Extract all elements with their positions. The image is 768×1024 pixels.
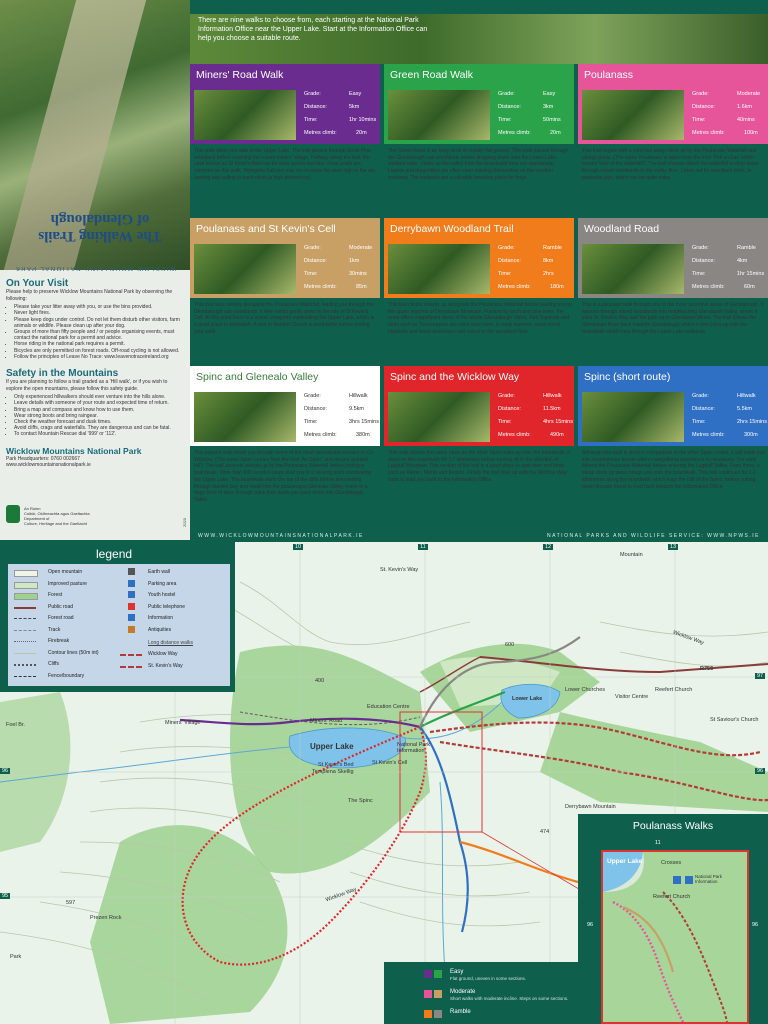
harp-logo-icon [6,505,20,523]
inset-grid-label: 96 [587,922,594,928]
st-kevins-bed-label: St Kevin's Bed [318,762,354,768]
stat-label: Time: [498,419,512,425]
legend-item: Youth hostel [148,592,176,598]
walk-description: The Green Road is an easy stroll on mostly flat ground. This walk passes through the Glendalough oak woodlands before dropping down onto the Lower Lake wetland edge. Views up the valley from the boardwalk here are spectacular. Lizards and dragonflies are often seen sunning themselves on the wooden trackway. The wetlands are a valuable breeding place for frogs. [388,148,568,181]
stat-value: Moderate [349,245,373,251]
inset-crosses-label: Crosses [661,860,682,866]
stat-label: Metres climb: [498,130,531,136]
legend-icon [128,603,135,610]
grid-label: 97 [757,673,764,679]
derrybawn-label: Derrybawn Mountain [565,804,616,810]
stat-value: Ramble [737,245,756,251]
stat-label: Time: [304,271,318,277]
walk-stat-distance [304,255,384,268]
cover-title-line1: The Walking Trails [38,228,162,244]
walk-description: This is a pleasant walk through one of the more secretive areas of Glendalough. It weaves through mixed woodlands into neighbouring Glendasan Valley, where it joins St. Kevin's Way and the path up to Glendasan Mines. The trail follows the Glendasan River back towards Glendalough where it then joins up with the boardwalk which runs through the Lower Lake wetlands. [582,302,764,335]
stat-label: Metres climb: [498,432,531,438]
safety-rule: • Only experienced hillwalkers should ever venture into the hills alone. [14,394,184,400]
contour-400-label: 400 [315,678,325,684]
safety-rule: • Avoid cliffs, crags and waterfalls. They are dangerous and can be fatal. [14,425,184,431]
stat-label: Distance: [304,104,327,110]
walk-title: Poulanass and St Kevin's Cell [190,218,380,240]
visit-rule: • Groups of more than fifty people and / or people organising events, must contact the national park for a permit and advice. [14,329,184,341]
park-label: Park [10,954,22,960]
stat-label: Grade: [304,91,321,97]
walk-stat-grade [304,242,384,255]
stat-label: Metres climb: [692,284,725,290]
walk-stat-time [304,114,384,127]
wicklow-way-label: Wicklow Way [324,886,358,904]
walk-stat-grade [692,390,768,403]
visitor-centre-label: Visitor Centre [615,694,649,700]
stat-label: Distance: [498,104,521,110]
stat-label: Distance: [304,406,327,412]
stat-label: Distance: [692,258,715,264]
walk-description: Although this walk is short in comparison to the other Spinc routes, it still leads you into mountainous terrain where navigational experience is necessary. The walk follows the Poulanass Waterfall before entering the Lugduff Valley. From there, a steep climb up steps brings you onto the boardwalk. This trail continues for 1.2 kilometres along the boardwalk which hugs the cliff of the Spinc, before cutting down through forest to lead back towards the Information Office. [582,450,765,490]
stat-value: Easy [543,91,556,97]
stat-label: Metres climb: [498,284,531,290]
walk-stat-time [498,114,578,127]
stat-label: Metres climb: [692,130,725,136]
legend-icon [128,580,135,587]
inset-grid-label: 11 [655,840,661,846]
walk-stat-distance [304,101,384,114]
walk-stat-climb [304,281,384,294]
stat-value: Hillwalk [737,393,756,399]
walk-stat-distance [498,403,578,416]
poulanass-inset-map [601,850,749,1024]
walk-stat-distance [692,101,768,114]
walk-stat-climb [498,281,578,294]
legend-item: Parking area [148,580,177,587]
walk-stat-grade [498,88,578,101]
walk-photo [388,90,490,140]
walk-stats [304,242,384,294]
stat-value: 3hrs 15mins [349,419,379,425]
stat-value: 9.5km [349,406,364,412]
grade-swatch [424,1010,432,1018]
stat-value: 1hr 10mins [349,117,377,123]
stat-value: 40mins [737,117,755,123]
stat-value: 180m [550,284,564,290]
spinc-label: The Spinc [348,798,373,804]
templenaskellig-label: Templena Skellig [312,769,354,775]
wicklow-way-label: Wicklow Way [671,629,705,647]
stat-label: Grade: [304,393,321,399]
stat-label: Grade: [692,245,709,251]
stat-value: 4km [737,258,748,264]
map-legend [0,542,235,692]
legend-item: Fence/boundary [48,672,85,679]
stat-value: 60m [744,284,755,290]
inset-grid-label: 96 [752,922,759,928]
stat-label: Distance: [692,406,715,412]
stat-label: Time: [304,419,318,425]
walk-stat-grade [304,88,384,101]
walk-title: Spinc and the Wicklow Way [384,366,574,388]
walk-description: This trail rises steeply alongside the Poulanass Waterfall, leading you through the Glendalough oak woodlands. It then winds gently down to the site of St Kevin's Cell. At this point there is a scenic viewpoint overlooking the Upper Lake, which is a good place to birdwatch. A visit to Reefert Church is worthwhile before ending your walk. [194,302,375,335]
walk-info-box [384,86,574,144]
st-kevins-cell-label: St Kevin's Cell [372,760,408,766]
walk-stat-time [498,268,578,281]
visit-rule: • Bicycles are only permitted on forest roads. Off-road cycling is not allowed. [14,348,184,354]
npws-website-link[interactable]: NATIONAL PARKS AND WILDLIFE SERVICE: WWW.NPWS.IE [547,533,760,539]
stat-label: Grade: [692,393,709,399]
legend-swatch [14,664,36,666]
walk-stats [304,88,384,140]
miners-village-label: Miners' Village [165,720,201,726]
grade-swatch [434,970,442,978]
road-r756-label: R756 [700,666,714,672]
walk-title: Woodland Road [578,218,768,240]
walk-title: Miners' Road Walk [190,64,380,86]
visitor-info [6,278,184,469]
walk-stat-time [692,114,768,127]
lower-churches-label: Lower Churches [565,687,606,693]
mountain-label: Mountain [620,552,643,558]
legend-icon [128,626,135,633]
safety-rule: • Bring a map and compass and know how to use them. [14,407,184,413]
walk-photo [582,392,684,442]
stat-label: Time: [304,117,318,123]
legend-body [8,564,230,686]
stat-label: Distance: [498,258,521,264]
stat-label: Metres climb: [304,432,337,438]
legend-icon [128,591,135,598]
walk-info-box [578,86,768,144]
contour-600-label: 600 [505,642,515,648]
legend-swatch [14,676,36,677]
walk-photo [194,392,296,442]
legend-swatch [14,641,36,642]
walk-photo [194,90,296,140]
stat-value: Hillwalk [349,393,368,399]
safety-intro: If you are planning to follow a trail graded as a 'Hill walk', or if you wish to explore the open mountains, please follow this safety guide. [6,379,168,392]
walk-stat-climb [498,429,578,442]
safety-rule: • To contact Mountain Rescue dial '999' or '112'. [14,431,184,437]
grade-name: Ramble [450,1009,471,1015]
walk-stat-grade [304,390,384,403]
walk-photo [582,244,684,294]
stat-value: 30mins [349,271,367,277]
stat-value: 1.6km [737,104,752,110]
legend-item: Improved pasture [48,580,87,587]
legend-long-heading: Long distance walks [148,640,194,646]
walk-stat-distance [498,255,578,268]
walk-stat-time [304,416,384,429]
stat-value: 20m [356,130,367,136]
visit-rule: • Never light fires. [14,310,184,316]
grid-label: 96 [2,768,9,774]
print-year: 2020 [181,518,187,527]
walk-stat-distance [692,255,768,268]
walk-title: Spinc and Glenealo Valley [190,366,380,388]
legend-item: Firebreak [48,638,70,644]
walk-photo [388,244,490,294]
stat-value: 11.5km [543,406,561,412]
legend-swatch [14,653,36,654]
stat-label: Distance: [304,258,327,264]
grade-swatch [434,990,442,998]
walk-stat-time [304,268,384,281]
stat-value: 5km [349,104,360,110]
legend-item: Public telephone [148,603,185,610]
walk-info-box [384,388,574,446]
stat-label: Grade: [304,245,321,251]
contact-phone: Park Headquarters: 0760 002667 [6,455,80,462]
legend-item: Contour lines (50m int) [48,649,99,656]
stat-value: 5.5km [737,406,752,412]
walk-stats [692,88,768,140]
walk-stats [692,390,768,442]
stat-label: Grade: [692,91,709,97]
left-panel [0,0,190,540]
upper-lake-label: Upper Lake [310,742,354,751]
stat-value: 100m [744,130,758,136]
walk-info-box [384,240,574,298]
grade-swatch [424,970,432,978]
legend-swatch [120,666,142,668]
walk-title: Green Road Walk [384,64,574,86]
cover-title-line2: of Glendalough [50,211,150,227]
legend-icon [128,568,135,575]
grade-name: Easy [450,969,464,975]
education-centre-label: Education Centre [367,704,410,710]
reefert-label: Reefert Church [655,687,693,693]
walk-stat-climb [304,127,384,140]
walk-stat-time [498,416,578,429]
miners-road-label: Miners' Road [310,718,343,724]
walk-stats [304,390,384,442]
stat-value: Easy [349,91,362,97]
stat-value: 50mins [543,117,561,123]
grid-label: 96 [757,768,764,774]
walk-info-box [190,86,380,144]
legend-item: Cliffs [48,661,60,667]
visit-intro: Please help to preserve Wicklow Mountains National Park by observing the following: [6,289,173,302]
visit-rule: • Horse riding in the national park requires a permit. [14,341,184,347]
walk-stat-grade [498,242,578,255]
grade-description: Short walks with moderate incline. Steps on some sections. [450,996,569,1001]
stat-value: 85m [356,284,367,290]
park-caption: WICKLOW MOUNTAINS NATIONAL PARK [14,265,176,271]
walk-stat-distance [692,403,768,416]
walk-title: Poulanass [578,64,768,86]
stat-label: Grade: [498,91,515,97]
walk-title: Spinc (short route) [578,366,768,388]
stat-label: Time: [498,117,512,123]
walk-description: This trail begins with a short but steep climb up by the Poulanass Waterfall and plunge pools. (The name Poulanass is taken from the Irish 'Poll an Eas' which means 'hole of the waterfall'). The trail crosses above the waterfall to drop down through mixed woodlands to the valley floor. Listen out for woodland birds, in particular jays, which can be quite noisy. [582,148,759,181]
grade-key [384,962,578,1024]
safety-rule: • Wear strong boots and bring raingear. [14,413,184,419]
legend-item: Public road [48,603,74,610]
legend-item: Forest [48,592,63,598]
legend-item: Wicklow Way [148,651,178,657]
grade-swatch [424,990,432,998]
safety-rule: • Check the weather forecast and dusk times. [14,419,184,425]
legend-heading: legend [96,547,133,561]
legend-swatch [14,582,38,589]
legend-swatch [14,570,38,577]
safety-heading: Safety in the Mountains [6,368,119,380]
grade-swatch [434,1010,442,1018]
grade-description: Flat ground, uneven in some sections. [450,976,527,981]
walk-info-box [190,388,380,446]
cover-title [20,210,180,244]
legend-swatch [14,593,38,600]
walk-stat-distance [498,101,578,114]
stat-label: Metres climb: [304,284,337,290]
walk-stat-climb [692,281,768,294]
walk-stat-time [692,416,768,429]
stat-value: 1km [349,258,360,264]
legend-swatch [14,630,36,631]
legend-item: Forest road [48,615,74,621]
stat-value: 380m [356,432,370,438]
walk-stat-climb [692,127,768,140]
legend-item: St. Kevin's Way [148,662,183,669]
walk-description: This walk follows the same route as the other Spinc trails up onto the boardwalk. It stays on this boardwalk for 1.7 kilometres before turning off in the direction of Lugduff Mountain. This section of the trail is a good place to spot deer and birds such as Raven, Merlin and Kestrel. Finally the trail links up with the Wicklow Way track to lead you back to the Information Office. [388,450,571,483]
walk-stat-time [692,268,768,281]
information-office-label: National Park Information [397,742,431,754]
grid-label: 11 [420,544,426,550]
lower-lake-label: Lower Lake [512,696,543,702]
inset-title: Poulanass Walks [632,820,714,832]
stat-label: Distance: [692,104,715,110]
stat-value: Hillwalk [543,393,562,399]
walk-photo [388,392,490,442]
visit-rule: • Please keep dogs under control. Do not let them disturb other visitors, farm animals or wildlife. Please clean up after your dog. [14,317,184,329]
grid-label: 12 [545,544,552,550]
inset-upper-lake-label: Upper Lake [607,858,643,865]
stat-label: Time: [692,419,706,425]
contact-heading: Wicklow Mountains National Park [6,445,142,456]
park-website-link[interactable]: WWW.WICKLOWMOUNTAINSNATIONALPARK.IE [198,533,364,539]
stat-value: Ramble [543,245,562,251]
stat-value: 300m [744,432,758,438]
walk-stat-climb [304,429,384,442]
walk-stat-grade [692,242,768,255]
visit-rule: • Follow the principles of Leave No Trace: www.leavenotraceireland.org [14,354,184,360]
walk-stats [498,390,578,442]
visit-rule: • Please take your litter away with you, or use the bins provided. [14,304,184,310]
walk-stat-grade [692,88,768,101]
stat-label: Grade: [498,245,515,251]
safety-rules [6,394,184,437]
walk-stats [498,88,578,140]
stat-label: Time: [692,117,706,123]
stat-value: 2hrs [543,271,554,277]
walk-title: Derrybawn Woodland Trail [384,218,574,240]
stat-value: 3km [543,104,554,110]
walk-photo [582,90,684,140]
legend-item: Earth wall [148,569,170,575]
stat-value: 4hrs 15mins [543,419,573,425]
spot-height-label: 597 [66,900,76,906]
stat-value: 1hr 15mins [737,271,765,277]
walk-stat-climb [692,429,768,442]
stat-label: Metres climb: [304,130,337,136]
grid-label: 13 [670,544,677,550]
website-strip [190,530,768,542]
contact-website[interactable]: www.wicklowmountainsnationalpark.ie [6,462,91,469]
safety-rule: • Leave details with someone of your route and expected time of return. [14,400,184,406]
grid-label: 95 [2,893,9,899]
intro-text: There are nine walks to choose from, each starting at the National Park Information Office near the Upper Lake. Start at the Information Office can help you choose a suitable route. [198,17,428,42]
st-saviours-label: St Saviour's Church [710,717,759,723]
stat-value: Moderate [737,91,761,97]
walk-photo [194,244,296,294]
walk-description: This trail climbs steeply up alongside the Poulanass Waterfall before leading you to the upper reaches of Derrybawn Mountain. Flanked by larch and pine trees, the route offers magnificent views of the whole Glendalough Valley. Red Squirrels and birds such as Treecreepers are often seen here. In early summer, wood sorrel, bluebells and wood anemones add colour to the woodland floor. [388,302,572,335]
walk-stat-distance [304,403,384,416]
stat-label: Time: [498,271,512,277]
stat-label: Grade: [498,393,515,399]
spot-height-label: 474 [540,829,550,835]
walk-info-box [190,240,380,298]
legend-swatch [120,654,142,656]
stat-label: Time: [692,271,706,277]
walk-description: This walk skirts one side of the Upper Lake. The trail passes through Scots Pine woodland before reaching the ruined miners' village. Halfway along the trail, the cave known as St Kevin's Bed can be seen across the lake. Feral goats are common on this walk. Peregrine Falcons may on occasion be seen high in the sky soaring and calling to each other (a high-pitched cry). [194,148,376,181]
stat-value: 20m [550,130,561,136]
legend-item: Antiquities [148,626,172,633]
legend-swatch [14,607,36,609]
trail-map [0,542,768,1024]
stat-value: 2hrs 15mins [737,419,767,425]
stat-label: Metres climb: [692,432,725,438]
legend-item: Track [48,626,61,633]
stat-value: 490m [550,432,564,438]
foel-bridge-label: Foel Br. [6,722,25,728]
grade-name: Moderate [450,989,476,995]
st-kevins-way-label: St. Kevin's Way [380,567,419,573]
walk-stats [498,242,578,294]
legend-icon [128,614,135,621]
legend-item: Open mountain [48,569,83,575]
walk-info-box [578,388,768,446]
walk-stat-grade [498,390,578,403]
walk-info-box [578,240,768,298]
visit-rules [6,304,184,360]
walk-stats [692,242,768,294]
visit-heading: On Your Visit [6,278,69,289]
walk-description: This popular walk leads you through some of the most spectacular scenery in Co Wicklow. (The name Spinc comes from the Irish 'An Spinc' and means 'pointed hill'). The trail ascends steeply up by the Poulanass Waterfall before joining a boardwalk. More than 600 wooden steps lead you to a viewing point overlooking the Upper Lake. The boardwalk skirts the top of the cliffs before descending through blanket bog and heath into the picturesque Glenealo Valley, home to a large herd of deer. A rough track then leads you back down into Glendalough Valley. [194,450,373,503]
prezen-rock-label: Prezen Rock [90,915,122,921]
department-logo-text: An Roinn Cultúir, Oidhreachta agus Gaeltachta Department of Culture, Heritage and the Gaeltacht [24,506,90,526]
inset-info-label: National Park Information [695,874,723,884]
legend-item: Information [148,615,174,621]
stat-label: Distance: [498,406,521,412]
stat-value: 8km [543,258,554,264]
walk-stat-climb [498,127,578,140]
grid-label: 10 [295,544,302,550]
legend-swatch [14,618,36,619]
inset-reefert-label: Reefert Church [653,894,691,900]
